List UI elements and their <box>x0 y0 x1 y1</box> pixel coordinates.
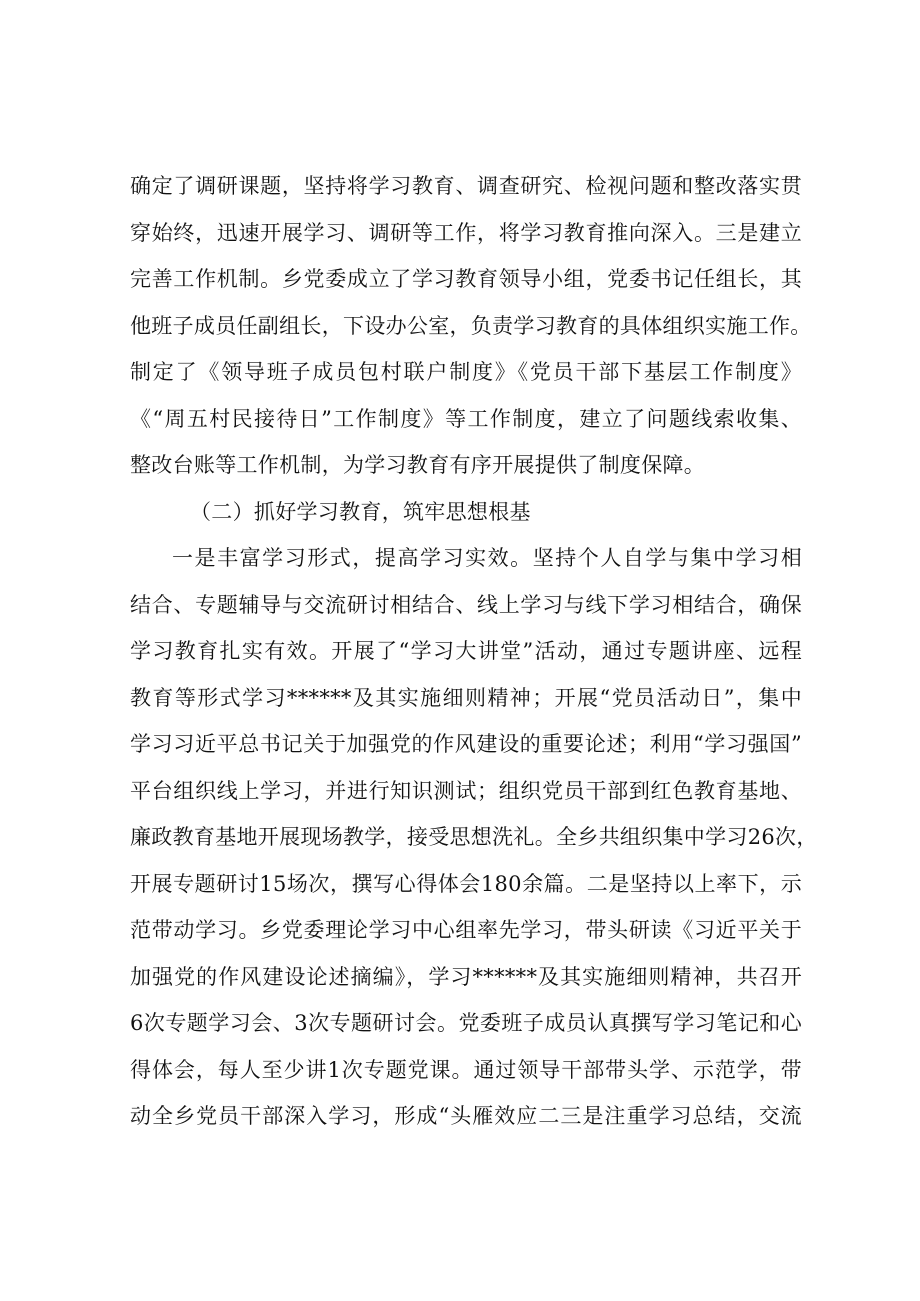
text-line: 平台组织线上学习，并进行知识测试；组织党员干部到红色教育基地、 <box>130 778 802 803</box>
text-line: 廉政教育基地开展现场教学，接受思想洗礼。全乡共组织集中学习26次， <box>130 825 818 849</box>
section-heading: （二）抓好学习教育，筑牢思想根基 <box>190 499 531 524</box>
text-line: 加强党的作风建设论述摘编》，学习******及其实施细则精神，共召开 <box>130 964 802 989</box>
text-line: 穿始终，迅速开展学习、调研等工作，将学习教育推向深入。三是建立 <box>130 220 802 245</box>
document-body <box>130 163 818 1140</box>
text-line: 开展专题研讨15场次，撰写心得体会180余篇。二是坚持以上率下，示 <box>130 871 802 896</box>
text-line: 学习教育扎实有效。开展了“学习大讲堂”活动，通过专题讲座、远程 <box>130 639 802 663</box>
text-line: 动全乡党员干部深入学习，形成“头雁效应二三是注重学习总结，交流 <box>130 1104 802 1128</box>
text-line: 学习习近平总书记关于加强党的作风建设的重要论述；利用“学习强国” <box>130 732 802 756</box>
text-line: 制定了《领导班子成员包村联户制度》《党员干部下基层工作制度》 <box>130 360 802 384</box>
text-line: 结合、专题辅导与交流研讨相结合、线上学习与线下学习相结合，确保 <box>130 592 802 617</box>
text-line: 《“周五村民接待日”工作制度》等工作制度，建立了问题线索收集、 <box>130 406 802 431</box>
paragraph-work-mechanism <box>130 163 812 489</box>
paragraph-study-education <box>130 535 818 1140</box>
text-line: 确定了调研课题，坚持将学习教育、调查研究、检视问题和整改落实贯 <box>130 174 802 198</box>
text-line: 6次专题学习会、3次专题研讨会。党委班子成员认真撰写学习笔记和心 <box>130 1011 802 1035</box>
text-line: 整改台账等工作机制，为学习教育有序开展提供了制度保障。 <box>130 453 706 477</box>
text-line: 范带动学习。乡党委理论学习中心组率先学习，带头研读《习近平关于 <box>130 918 802 942</box>
text-line: 教育等形式学习******及其实施细则精神；开展“党员活动日”，集中 <box>130 685 802 710</box>
text-line: 完善工作机制。乡党委成立了学习教育领导小组，党委书记任组长，其 <box>130 267 802 291</box>
text-line: 得体会，每人至少讲1次专题党课。通过领导干部带头学、示范学，带 <box>130 1057 802 1082</box>
text-line: 他班子成员任副组长，下设办公室，负责学习教育的具体组织实施工作。 <box>130 313 812 338</box>
text-line: 一是丰富学习形式，提高学习实效。坚持个人自学与集中学习相 <box>172 546 802 570</box>
